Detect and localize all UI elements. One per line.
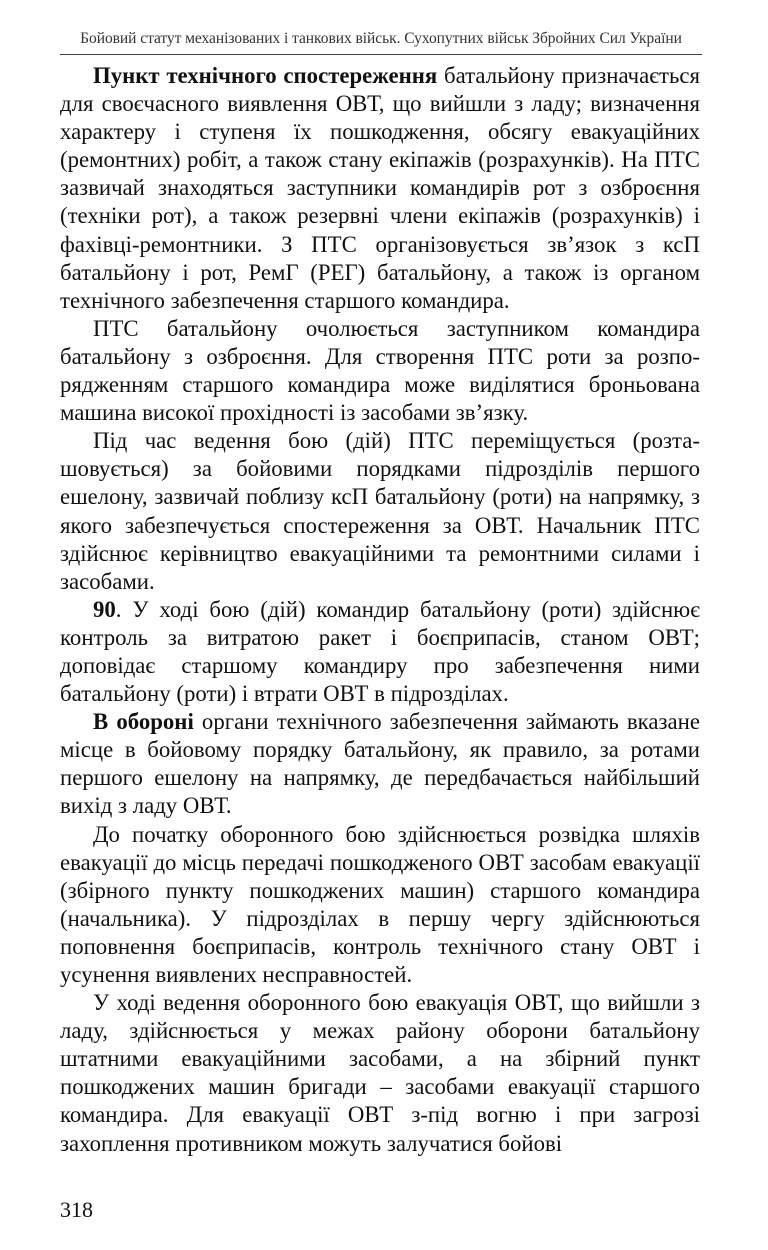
paragraph-defense: [60, 708, 700, 820]
paragraph-pts-purpose: [60, 62, 700, 315]
paragraph-text: До початку оборонного бою здійснюється розвідка шляхів евакуації до місць передачі пошкодженого ОВТ засобам евакуації (збірного пункту пошкоджених машин) старшого командира (начальника). У підрозділах в першу чергу здійснюються поповнення боєприпасів, контроль технічного стану ОВТ і усунення виявлених несправностей.: [60, 821, 700, 987]
paragraph-lead-bold: Пункт технічного спостереження: [93, 63, 438, 88]
body-text: [60, 62, 700, 1158]
paragraph-text: ПТС батальйону очолюється заступником командира батальйону з озброєння. Для створення ПТС роти за розпорядженням старшого командира може виділятися броньована машина високої прохідності із засобами зв’язку.: [60, 315, 700, 426]
paragraph-text: . У ході бою (дій) командир батальйону (роти) здійснює контроль за витратою ракет і боєприпасів, станом ОВТ; доповідає старшому командиру про забезпечення ними батальйону (роти) і втрати ОВТ в підрозділах.: [60, 596, 700, 707]
paragraph-text: У ході ведення оборонного бою евакуація ОВТ, що вийшли з ладу, здійснюється у межах району оборони батальйону штатними евакуаційними засобами, а на збірний пункт пошкоджених машин бригади – засобами евакуації старшого командира. Для евакуації ОВТ з-під вогню і при загрозі захоплення противником можуть залучатися бойові: [60, 990, 700, 1156]
paragraph-text: органи технічного забезпечення займають вказане місце в бойовому порядку батальйону, як правило, за ротами першого ешелону на напрямку, де передбачається найбільший вихід з ладу ОВТ.: [60, 709, 700, 819]
paragraph-text: Під час ведення бою (дій) ПТС переміщується (розташовується) за бойовими порядками підрозділів першого ешелону, зазвичай поблизу ксП батальйону (роти) на напрямку, з якого забезпечується спостереження за ОВТ. Начальник ПТС здійснює керівництво евакуаційними та ремонтними силами і засобами.: [60, 428, 700, 594]
page-number: 318: [60, 1197, 93, 1222]
paragraph-text: батальйону призначається для своєчасного виявлення ОВТ, що вийшли з ладу; визначення характеру і ступеня їх пошкодження, обсягу евакуаційних (ремонтних) робіт, а також стану екіпажів (розрахунків). На ПТС зазвичай знаходяться заступники командирів рот з озброєння (техніки рот), а також резервні члени екіпажів (розрахунків) і фахівці-ремонтники. З ПТС організовується зв’язок з ксП батальйону і рот, РемГ (РЕГ) батальйону, а також із органом технічного забезпечення старшого командира.: [60, 63, 700, 313]
running-header: Бойовий статут механізованих і танкових військ. Сухопутних військ Збройних Сил України: [80, 30, 682, 47]
header-rule: [60, 54, 702, 55]
paragraph-item-90: [60, 596, 700, 708]
paragraph-lead-bold: В обороні: [93, 709, 194, 735]
paragraph-defense-evacuation: [60, 989, 700, 1158]
paragraph-before-defense: [60, 821, 700, 990]
paragraph-number-bold: 90: [93, 596, 116, 622]
paragraph-pts-movement: [60, 427, 700, 596]
paragraph-pts-head: [60, 315, 700, 427]
